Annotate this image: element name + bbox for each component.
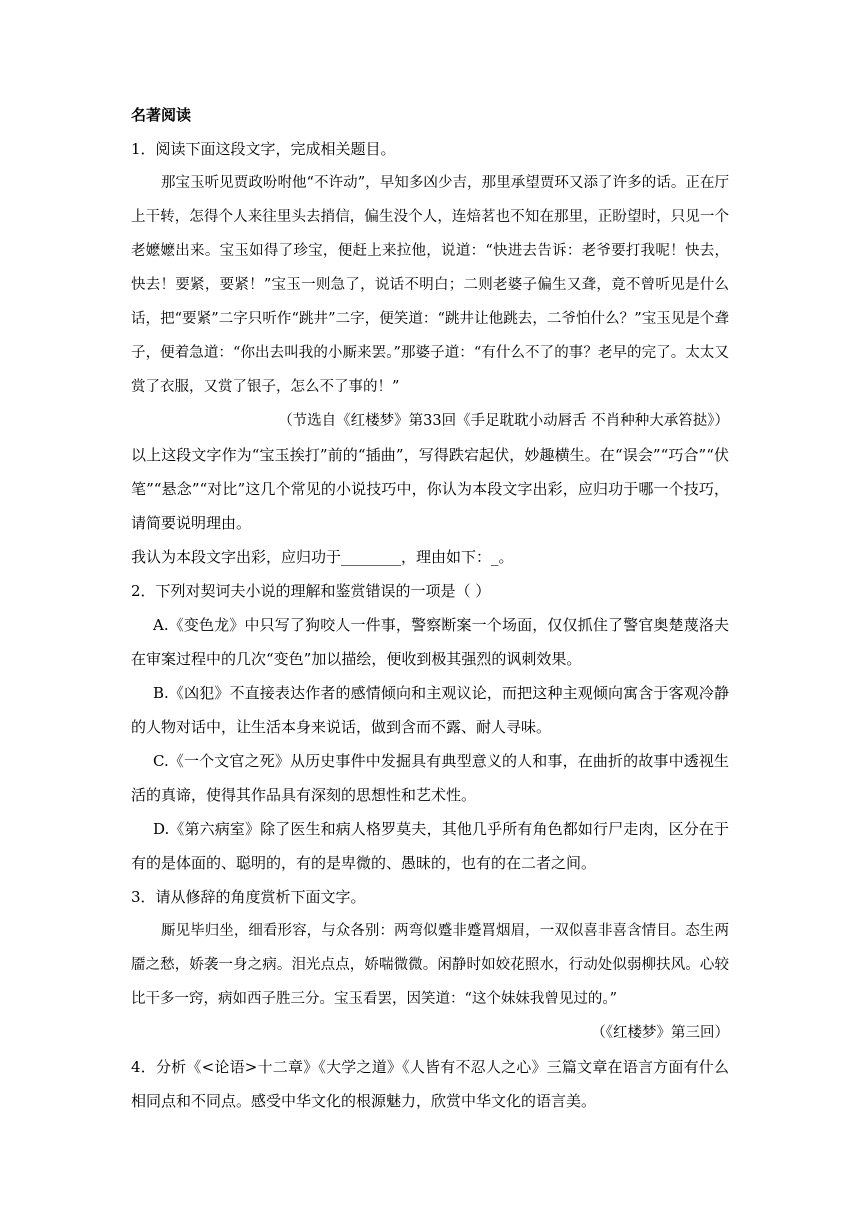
question-4-stem: 4．分析《<论语>十二章》《大学之道》《人皆有不忍人之心》三篇文章在语言方面有什么相同点和不同点。感受中华文化的根源魅力，欣赏中华文化的语言美。 (131, 1058, 729, 1110)
question-2-option-b: B.《凶犯》不直接表达作者的感情倾向和主观议论，而把这种主观倾向寓含于客观冷静的人物对话中，让生活本身来说话，做到含而不露、耐人寻味。 (131, 684, 729, 736)
question-1-prompt: 以上这段文字作为“宝玉挨打”前的“插曲”，写得跌宕起伏，妙趣横生。在“误会”“巧合”“伏笔”“悬念”“对比”这几个常见的小说技巧中，你认为本段文字出彩，应归功于哪一个技巧，请简要说明理由。 (131, 446, 729, 532)
question-2-stem: 2．下列对契诃夫小说的理解和鉴赏错误的一项是（ ） (131, 582, 491, 600)
section-title: 名著阅读 (131, 106, 192, 124)
question-2-option-d: D.《第六病室》除了医生和病人格罗莫夫，其他几乎所有角色都如行尸走肉，区分在于有的是体面的、聪明的，有的是卑微的、愚昧的，也有的在二者之间。 (131, 820, 729, 872)
question-1-stem: 1．阅读下面这段文字，完成相关题目。 (131, 140, 396, 158)
question-3 (131, 880, 729, 1050)
question-1-source: （节选自《红楼梦》第33回《手足耽耽小动唇舌 不肖种种大承笞挞》） (278, 413, 729, 429)
question-3-passage: 厮见毕归坐，细看形容，与众各别：两弯似蹙非蹙罥烟眉，一双似喜非喜含情目。态生两靥之愁，娇袭一身之病。泪光点点，娇喘微微。闲静时如姣花照水，行动处似弱柳扶风。心较比干多一窍，病如西子胜三分。宝玉看罢，因笑道：“这个妹妹我曾见过的。” (131, 923, 729, 1007)
question-1-passage: 那宝玉听见贾政吩咐他“不许动”，早知多凶少吉，那里承望贾环又添了许多的话。正在厅上干转，怎得个人来往里头去捎信，偏生没个人，连焙茗也不知在那里，正盼望时，只见一个老嬷嬷出来。宝玉如得了珍宝，便赶上来拉他，说道：“快进去告诉：老爷要打我呢！快去，快去！要紧，要紧！”宝玉一则急了，说话不明白；二则老婆子偏生又聋，竟不曾听见是什么话，把“要紧”二字只听作“跳井”二字，便笑道：“跳井让他跳去，二爷怕什么？”宝玉见是个聋子，便着急道：“你出去叫我的小厮来罢。”那婆子道：“有什么不了的事？老早的完了。太太又赏了衣服，又赏了银子，怎么不了事的！” (131, 175, 729, 395)
question-3-source: （《红楼梦》第三回） (591, 1025, 729, 1041)
question-3-stem: 3．请从修辞的角度赏析下面文字。 (131, 888, 366, 906)
question-1-answer-line: 我认为本段文字出彩，应归功于________，理由如下：_。 (131, 548, 514, 566)
question-1 (131, 132, 729, 574)
question-4 (131, 1050, 729, 1118)
question-2-option-c: C.《一个文官之死》从历史事件中发掘具有典型意义的人和事，在曲折的故事中透视生活的真谛，使得其作品具有深刻的思想性和艺术性。 (131, 752, 729, 804)
document-page (131, 104, 729, 1118)
question-2 (131, 574, 729, 880)
question-2-option-a: A.《变色龙》中只写了狗咬人一件事，警察断案一个场面，仅仅抓住了警官奥楚蔑洛夫在审案过程中的几次“变色”加以描绘，便收到极其强烈的讽刺效果。 (131, 616, 729, 668)
